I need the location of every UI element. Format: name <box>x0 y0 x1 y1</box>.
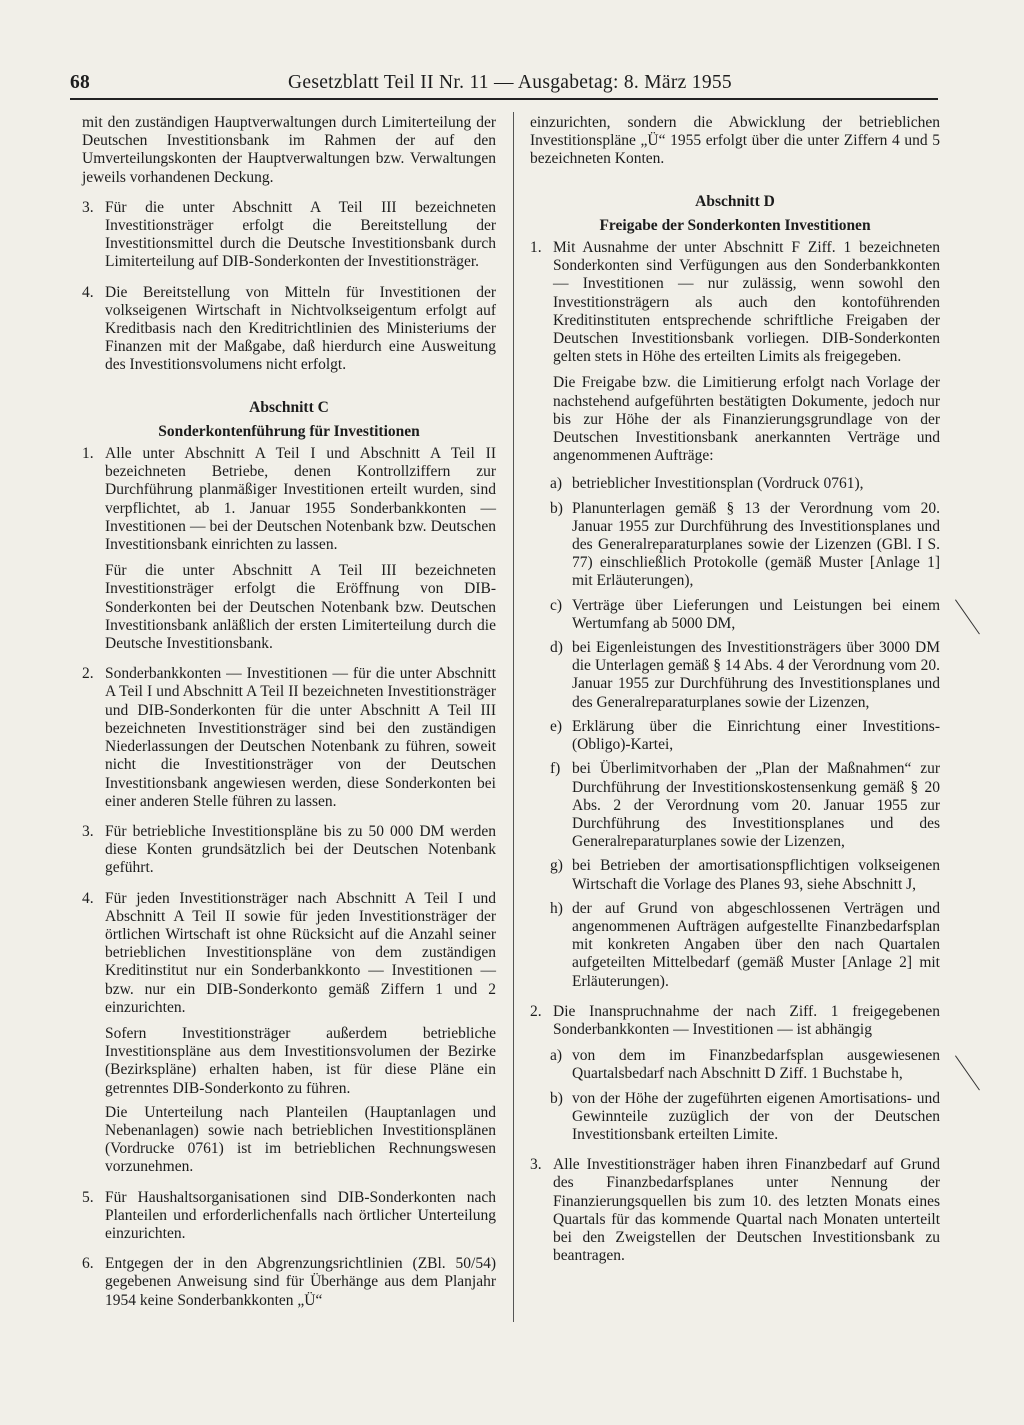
sub-item <box>530 857 940 893</box>
list-item <box>530 239 940 366</box>
left-column <box>82 114 496 1322</box>
sub-item-text: Planunterlagen gemäß § 13 der Verordnung vom 20. Januar 1955 zur Durchführung des Investitionsplanes und des Generalreparaturplanes sowie der Lizenzen (GBl. I S. 77) einschließlich Protokolle (gemäß Muster [Anlage 1] mit Erläuterungen), <box>572 499 940 590</box>
sub-item <box>530 900 940 991</box>
sub-item <box>530 1047 940 1083</box>
sub-item <box>530 639 940 712</box>
sub-item-text: bei Eigenleistungen des Investitionsträgers über 3000 DM die Unterlagen gemäß § 14 Abs. 4 der Verordnung vom 20. Januar 1955 zur Durchführung des Investitionsplanes und des Generalreparaturplanes sowie der Lizenzen, <box>572 639 940 711</box>
sub-item-text: der auf Grund von abgeschlossenen Verträgen und angenommenen Aufträgen aufgestellte Finanzbedarfsplan mit konkreten Angaben über den nach Quartalen aufgeteilten Mittelbedarf (gemäß Muster [Anlage 2] mit Erläuterungen). <box>572 899 940 990</box>
sub-item <box>530 500 940 591</box>
sub-item-text: Verträge über Lieferungen und Leistungen bei einem Wertumfang ab 5000 DM, <box>572 596 940 632</box>
item-text: Sonderbankkonten — Investitionen — für die unter Abschnitt A Teil I und Abschnitt A Teil II bezeichneten Investitionsträger und DIB-Sonderkonten für die unter Abschnitt A Teil III bezeichneten Investitionsträger sind bei den zuständigen Niederlassungen der Deutschen Notenbank zu führen, soweit nicht die Investitionsträger von der Deutschen Investitionsbank angewiesen werden, diese Sonderkonten bei einer anderen Stelle führen zu lassen. <box>105 665 496 810</box>
item-number: 2. <box>530 1002 542 1020</box>
sub-item <box>530 475 940 493</box>
list-item <box>530 1003 940 1039</box>
section-heading: Abschnitt C <box>249 398 329 416</box>
item-number: 4. <box>82 889 94 907</box>
item-number: 3. <box>82 822 94 840</box>
item-number: 3. <box>82 198 94 216</box>
section-heading: Abschnitt D <box>695 192 775 210</box>
sub-item-text: von der Höhe der zugeführten eigenen Amortisations- und Gewinnteile zuzüglich der von der Deutschen Investitionsbank erteilten Limite. <box>572 1089 940 1143</box>
list-item <box>82 1255 496 1310</box>
item-number: 5. <box>82 1188 94 1206</box>
spacer <box>530 181 940 193</box>
item-number: 4. <box>82 283 94 301</box>
margin-mark <box>955 599 980 634</box>
sub-item-letter: b) <box>550 499 563 517</box>
sub-item <box>530 760 940 851</box>
sub-item-letter: b) <box>550 1089 563 1107</box>
margin-mark <box>955 1055 980 1090</box>
list-item <box>82 1189 496 1244</box>
sub-item-letter: a) <box>550 475 563 493</box>
item-number: 2. <box>82 665 94 683</box>
item-text: Mit Ausnahme der unter Abschnitt F Ziff. 1 bezeichneten Sonderkonten sind Verfügungen aus den Sonderbankkonten — Investitionen — nur zulässig, wenn sowohl den Investitionsträgern als auch den kontoführenden Kreditinstituten entsprechende schriftliche Freigaben der Deutschen Investitionsbank vorliegen. DIB-Sonderkonten gelten stets in Höhe des erteilten Limits als freigegeben. <box>553 239 940 366</box>
item-number: 6. <box>82 1255 94 1273</box>
continuation-paragraph: Die Unterteilung nach Planteilen (Hauptanlagen und Nebenanlagen) sowie nach betrieblichen Investitionsplänen (Vordrucke 0761) ist im betrieblichen Rechnungswesen vorzunehmen. <box>105 1103 496 1176</box>
sub-item-text: betrieblicher Investitionsplan (Vordruck 0761), <box>572 475 864 493</box>
item-text: Alle unter Abschnitt A Teil I und Abschnitt A Teil II bezeichneten Betriebe, denen Kontrollziffern zur Durchführung planmäßiger Investitionen erteilt wurden, sind verpflichtet, ab 1. Januar 1955 Sonderbankkonten — Investitionen — bei der Deutschen Notenbank bzw. Deutschen Investitionsbank einrichten zu lassen. <box>105 445 496 554</box>
sub-item-text: Erklärung über die Einrichtung einer Investitions-(Obligo)-Kartei, <box>572 717 940 754</box>
column-divider <box>513 112 514 1322</box>
list-item <box>82 665 496 811</box>
sub-item-text: bei Betrieben der amortisationspflichtigen volkseigenen Wirtschaft die Vorlage des Planes 93, siehe Abschnitt J, <box>572 857 940 893</box>
sub-item <box>530 1090 940 1145</box>
page-number: 68 <box>70 72 91 93</box>
item-number: 1. <box>530 239 542 257</box>
list-item <box>82 445 496 554</box>
sub-item-letter: f) <box>550 760 561 778</box>
item-text: Entgegen der in den Abgrenzungsrichtlinien (ZBl. 50/54) gegebenen Anweisung sind für Überhänge aus dem Planjahr 1954 keine Sonderbankkonten „Ü“ <box>105 1255 496 1309</box>
item-text: Für betriebliche Investitionspläne bis zu 50 000 DM werden diese Konten grundsätzlich bei der Deutschen Notenbank geführt. <box>105 822 496 877</box>
sub-item-text: von dem im Finanzbedarfsplan ausgewiesenen Quartalsbedarf nach Abschnitt D Ziff. 1 Buchstabe h, <box>572 1047 940 1083</box>
sub-item-letter: a) <box>550 1047 563 1065</box>
sub-item-letter: g) <box>550 857 563 875</box>
intro-paragraph: mit den zuständigen Hauptverwaltungen durch Limiterteilung der Deutschen Investitionsbank im Rahmen der auf den Umverteilungskonten der Hauptverwaltungen bzw. Verwaltungen jeweils vorhandenen Deckung. <box>82 114 496 186</box>
sub-item-letter: c) <box>550 596 563 614</box>
sub-item-letter: d) <box>550 639 563 657</box>
list-item <box>82 823 496 878</box>
sub-item-text: bei Überlimitvorhaben der „Plan der Maßnahmen“ zur Durchführung der Investitionskostensenkung gemäß § 20 Abs. 2 der Verordnung vom 20. Januar 1955 zur Durchführung des Investitionsplanes und des Generalreparaturplanes sowie der Lizenzen, <box>572 760 940 851</box>
item-text: Alle Investitionsträger haben ihren Finanzbedarf auf Grund des Finanzbedarfsplanes unter Nennung der Finanzierungsquellen bis zum 10. des letzten Monats eines Quartals für das kommende Quartal nach Monaten unterteilt bei den Zweigstellen der Deutschen Investitionsbank zu beantragen. <box>553 1156 940 1265</box>
continuation-paragraph: Sofern Investitionsträger außerdem betriebliche Investitionspläne aus dem Investitionsvolumen der Bezirke (Bezirkspläne) erhalten haben, ist für diese Pläne ein getrenntes DIB-Sonderkonto zu führen. <box>105 1024 496 1097</box>
item-text: Für Haushaltsorganisationen sind DIB-Sonderkonten nach Planteilen und erforderlichenfalls nach örtlicher Unterteilung einzurichten. <box>105 1188 496 1242</box>
item-text: Für jeden Investitionsträger nach Abschnitt A Teil I und Abschnitt A Teil II sowie für jeden Investitionsträger der örtlichen Wirtschaft ist ohne Rücksicht auf die Anzahl seiner betrieblichen Investitionspläne von dem zuständigen Kreditinstitut nur ein Sonderbankkonto — Investitionen — bzw. nur ein DIB-Sonderkonto gemäß Ziffern 1 und 2 einzurichten. <box>105 889 496 1016</box>
continuation-paragraph: Die Freigabe bzw. die Limitierung erfolgt nach Vorlage der nachstehend aufgeführten bestätigten Dokumente, jedoch nur bis zur Höhe der als Finanzierungsgrundlage von der Deutschen Investitionsbank anerkannten Verträge und angenommenen Aufträge: <box>553 374 940 465</box>
section-subheading: Sonderkontenführung für Investitionen <box>158 422 420 440</box>
list-item <box>82 199 496 272</box>
item-number: 3. <box>530 1156 542 1174</box>
right-column <box>530 114 940 1277</box>
sub-item-letter: e) <box>550 717 563 735</box>
list-item <box>82 284 496 375</box>
item-number: 1. <box>82 445 94 463</box>
intro-paragraph: einzurichten, sondern die Abwicklung der betrieblichen Investitionspläne „Ü“ 1955 erfolgt über die unter Ziffern 4 und 5 bezeichneten Konten. <box>530 114 940 168</box>
list-item <box>530 1156 940 1265</box>
spacer <box>82 387 496 399</box>
sub-item <box>530 597 940 633</box>
page-header <box>70 72 938 100</box>
list-item <box>82 890 496 1017</box>
header-title: Gesetzblatt Teil II Nr. 11 — Ausgabetag: 8. März 1955 <box>288 72 732 93</box>
item-text: Die Inanspruchnahme der nach Ziff. 1 freigegebenen Sonderbankkonten — Investitionen — ist abhängig <box>553 1002 940 1038</box>
section-subheading: Freigabe der Sonderkonten Investitionen <box>599 216 871 234</box>
sub-item-letter: h) <box>550 899 563 917</box>
item-text: Die Bereitstellung von Mitteln für Investitionen der volkseigenen Wirtschaft in Nichtvolkseigentum erfolgt auf Kreditbasis nach den Kreditrichtlinien des Ministeriums der Finanzen mit der Maßgabe, daß hierdurch eine Ausweitung des Investitionsvolumens nicht erfolgt. <box>105 283 496 374</box>
sub-item <box>530 718 940 754</box>
item-text: Für die unter Abschnitt A Teil III bezeichneten Investitionsträger erfolgt die Bereitstellung der Investitionsmittel durch die Deutsche Investitionsbank durch Limiterteilung auf DIB-Sonderkonten der Investitionsträger. <box>105 198 496 271</box>
continuation-paragraph: Für die unter Abschnitt A Teil III bezeichneten Investitionsträger erfolgt die Eröffnung von DIB-Sonderkonten bei der Deutschen Notenbank bzw. Deutschen Investitionsbank anläßlich der ersten Limiterteilung durch die Deutsche Investitionsbank. <box>105 562 496 653</box>
